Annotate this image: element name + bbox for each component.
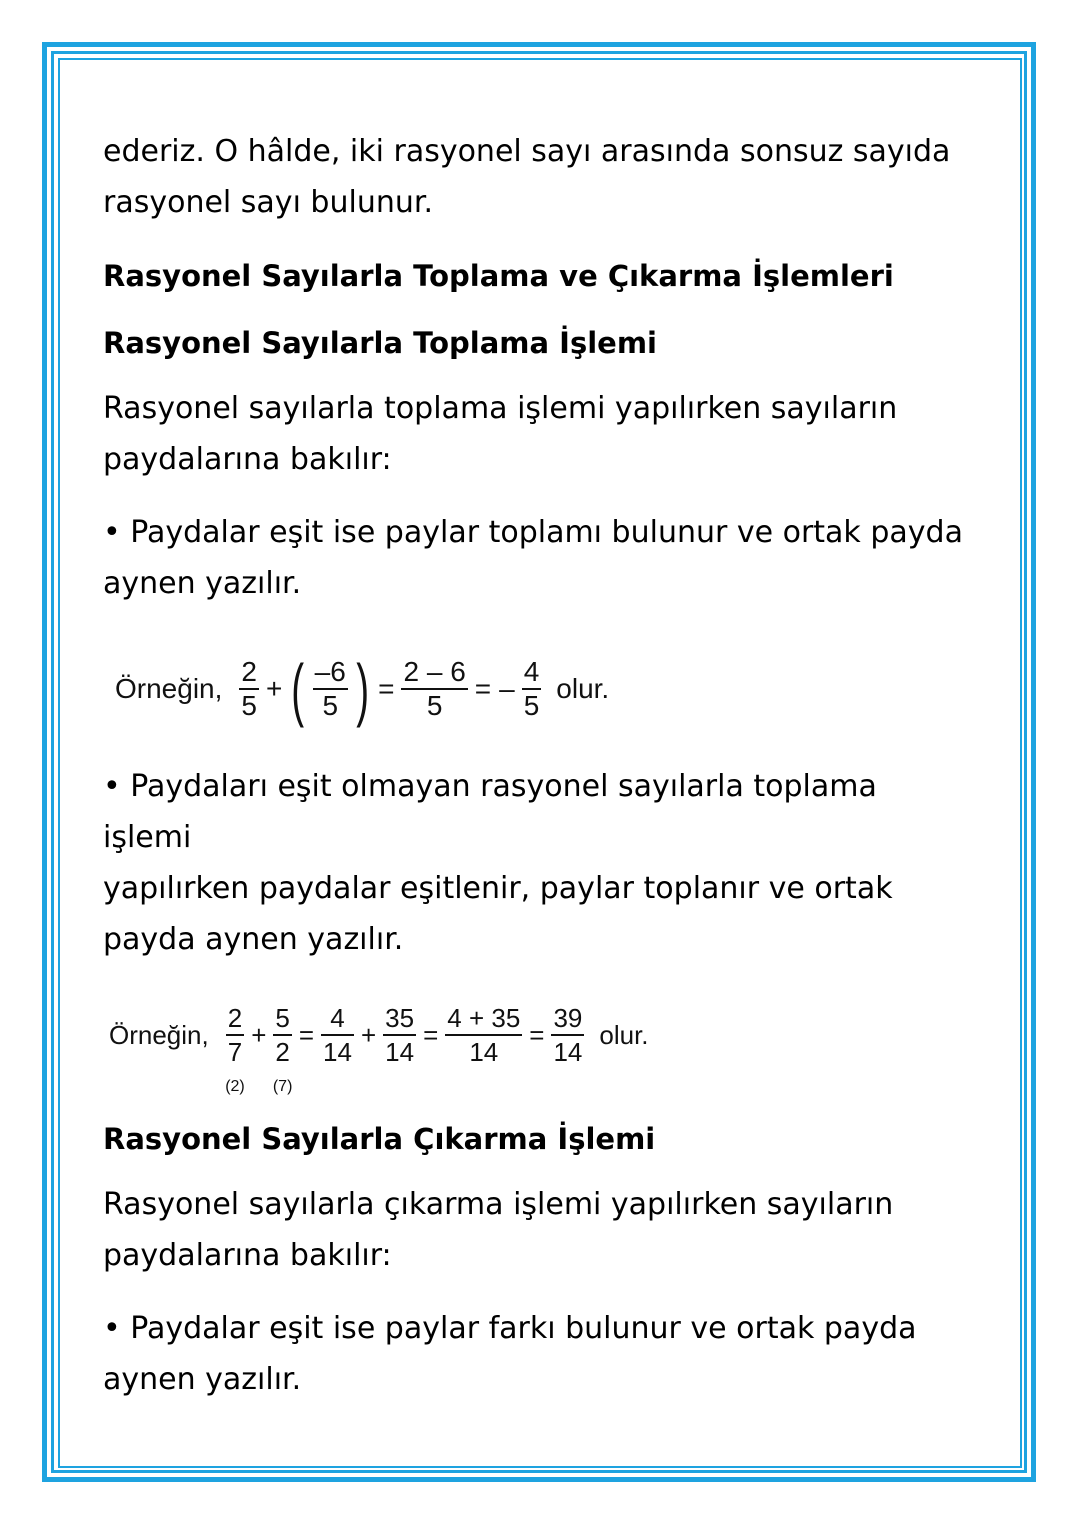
equals-sign: =: [423, 1019, 439, 1050]
plus-sign: +: [360, 1019, 377, 1050]
minus-sign: –: [499, 673, 515, 704]
fraction-denominator: 5: [241, 690, 257, 721]
fraction-denominator: 5: [322, 690, 339, 721]
addition-bullet2-line1: • Paydaları eşit olmayan rasyonel sayılarla toplama işlemi: [103, 769, 877, 855]
fraction-denominator: 7: [227, 1037, 243, 1067]
equals-sign: =: [298, 1019, 315, 1050]
heading-subtraction: Rasyonel Sayılarla Çıkarma İşlemi: [103, 1122, 656, 1156]
fraction-denominator: 14: [385, 1037, 415, 1067]
subtraction-intro-line1: Rasyonel sayılarla çıkarma işlemi yapılırken sayıların: [103, 1187, 894, 1222]
fraction-numerator: 5: [275, 1003, 290, 1033]
example1-fraction2: [313, 656, 348, 722]
fraction-numerator: 4: [330, 1003, 345, 1033]
example2-fraction6: [551, 1002, 584, 1068]
example2-label: Örneğin,: [109, 1019, 209, 1050]
subtraction-bullet1-line1: • Paydalar eşit ise paylar farkı bulunur ve ortak payda: [103, 1311, 917, 1346]
example1-suffix: olur.: [556, 673, 610, 704]
equals-sign: =: [529, 1019, 545, 1050]
fraction-denominator: 2: [275, 1037, 290, 1067]
plus-sign: +: [251, 1019, 267, 1050]
example1-fraction3: [401, 656, 467, 722]
equals-sign: =: [474, 673, 492, 704]
right-parenthesis: ): [356, 650, 369, 728]
fraction-numerator: 4: [523, 656, 540, 687]
example2-fraction5: [445, 1002, 522, 1068]
expansion-multiplier: (2): [225, 1078, 245, 1095]
fraction-numerator: 2: [227, 1003, 243, 1033]
page-content: [103, 126, 973, 1405]
example2-fraction2: [272, 1002, 293, 1095]
fraction-numerator: 39: [553, 1003, 583, 1033]
addition-bullet1-line1: • Paydalar eşit ise paylar toplamı bulunur ve ortak payda: [103, 515, 963, 550]
fraction-numerator: 35: [385, 1003, 415, 1033]
fraction-denominator: 5: [523, 690, 540, 721]
para1-line2: rasyonel sayı bulunur.: [103, 185, 433, 220]
example1-fraction1: [239, 656, 259, 722]
fraction-numerator: –6: [314, 656, 346, 687]
fraction-denominator: 5: [426, 690, 443, 721]
fraction-denominator: 14: [553, 1037, 583, 1067]
subtraction-bullet1-line2: aynen yazılır.: [103, 1362, 302, 1397]
equals-sign: =: [378, 673, 395, 704]
example2-fraction4: [383, 1002, 416, 1068]
expansion-multiplier: (7): [272, 1078, 293, 1095]
addition-intro-line2: paydalarına bakılır:: [103, 442, 392, 477]
addition-bullet2-line2: yapılırken paydalar eşitlenir, paylar toplanır ve ortak: [103, 871, 893, 906]
fraction-numerator: 4 + 35: [447, 1003, 521, 1033]
addition-bullet1-line2: aynen yazılır.: [103, 566, 302, 601]
example1-fraction4: [522, 656, 542, 722]
example2-fraction1: [225, 1002, 245, 1095]
heading-addition: Rasyonel Sayılarla Toplama İşlemi: [103, 326, 657, 360]
fraction-denominator: 14: [469, 1037, 499, 1067]
left-parenthesis: (: [291, 650, 305, 728]
plus-sign: +: [265, 673, 283, 704]
fraction-numerator: 2: [241, 656, 257, 687]
addition-bullet2-line3: payda aynen yazılır.: [103, 922, 404, 957]
example1-label: Örneğin,: [115, 673, 223, 704]
fraction-denominator: 14: [323, 1037, 352, 1067]
example2-fraction3: [321, 1002, 354, 1068]
para1-line1: ederiz. O hâlde, iki rasyonel sayı arasında sonsuz sayıda: [103, 134, 951, 169]
addition-intro-line1: Rasyonel sayılarla toplama işlemi yapılırken sayıların: [103, 391, 898, 426]
example2-equation: [109, 980, 973, 1095]
example1-equation: [115, 639, 973, 739]
example2-suffix: olur.: [599, 1019, 649, 1050]
fraction-numerator: 2 – 6: [403, 656, 466, 687]
subtraction-intro-line2: paydalarına bakılır:: [103, 1238, 392, 1273]
heading-main: Rasyonel Sayılarla Toplama ve Çıkarma İşlemleri: [103, 259, 894, 293]
